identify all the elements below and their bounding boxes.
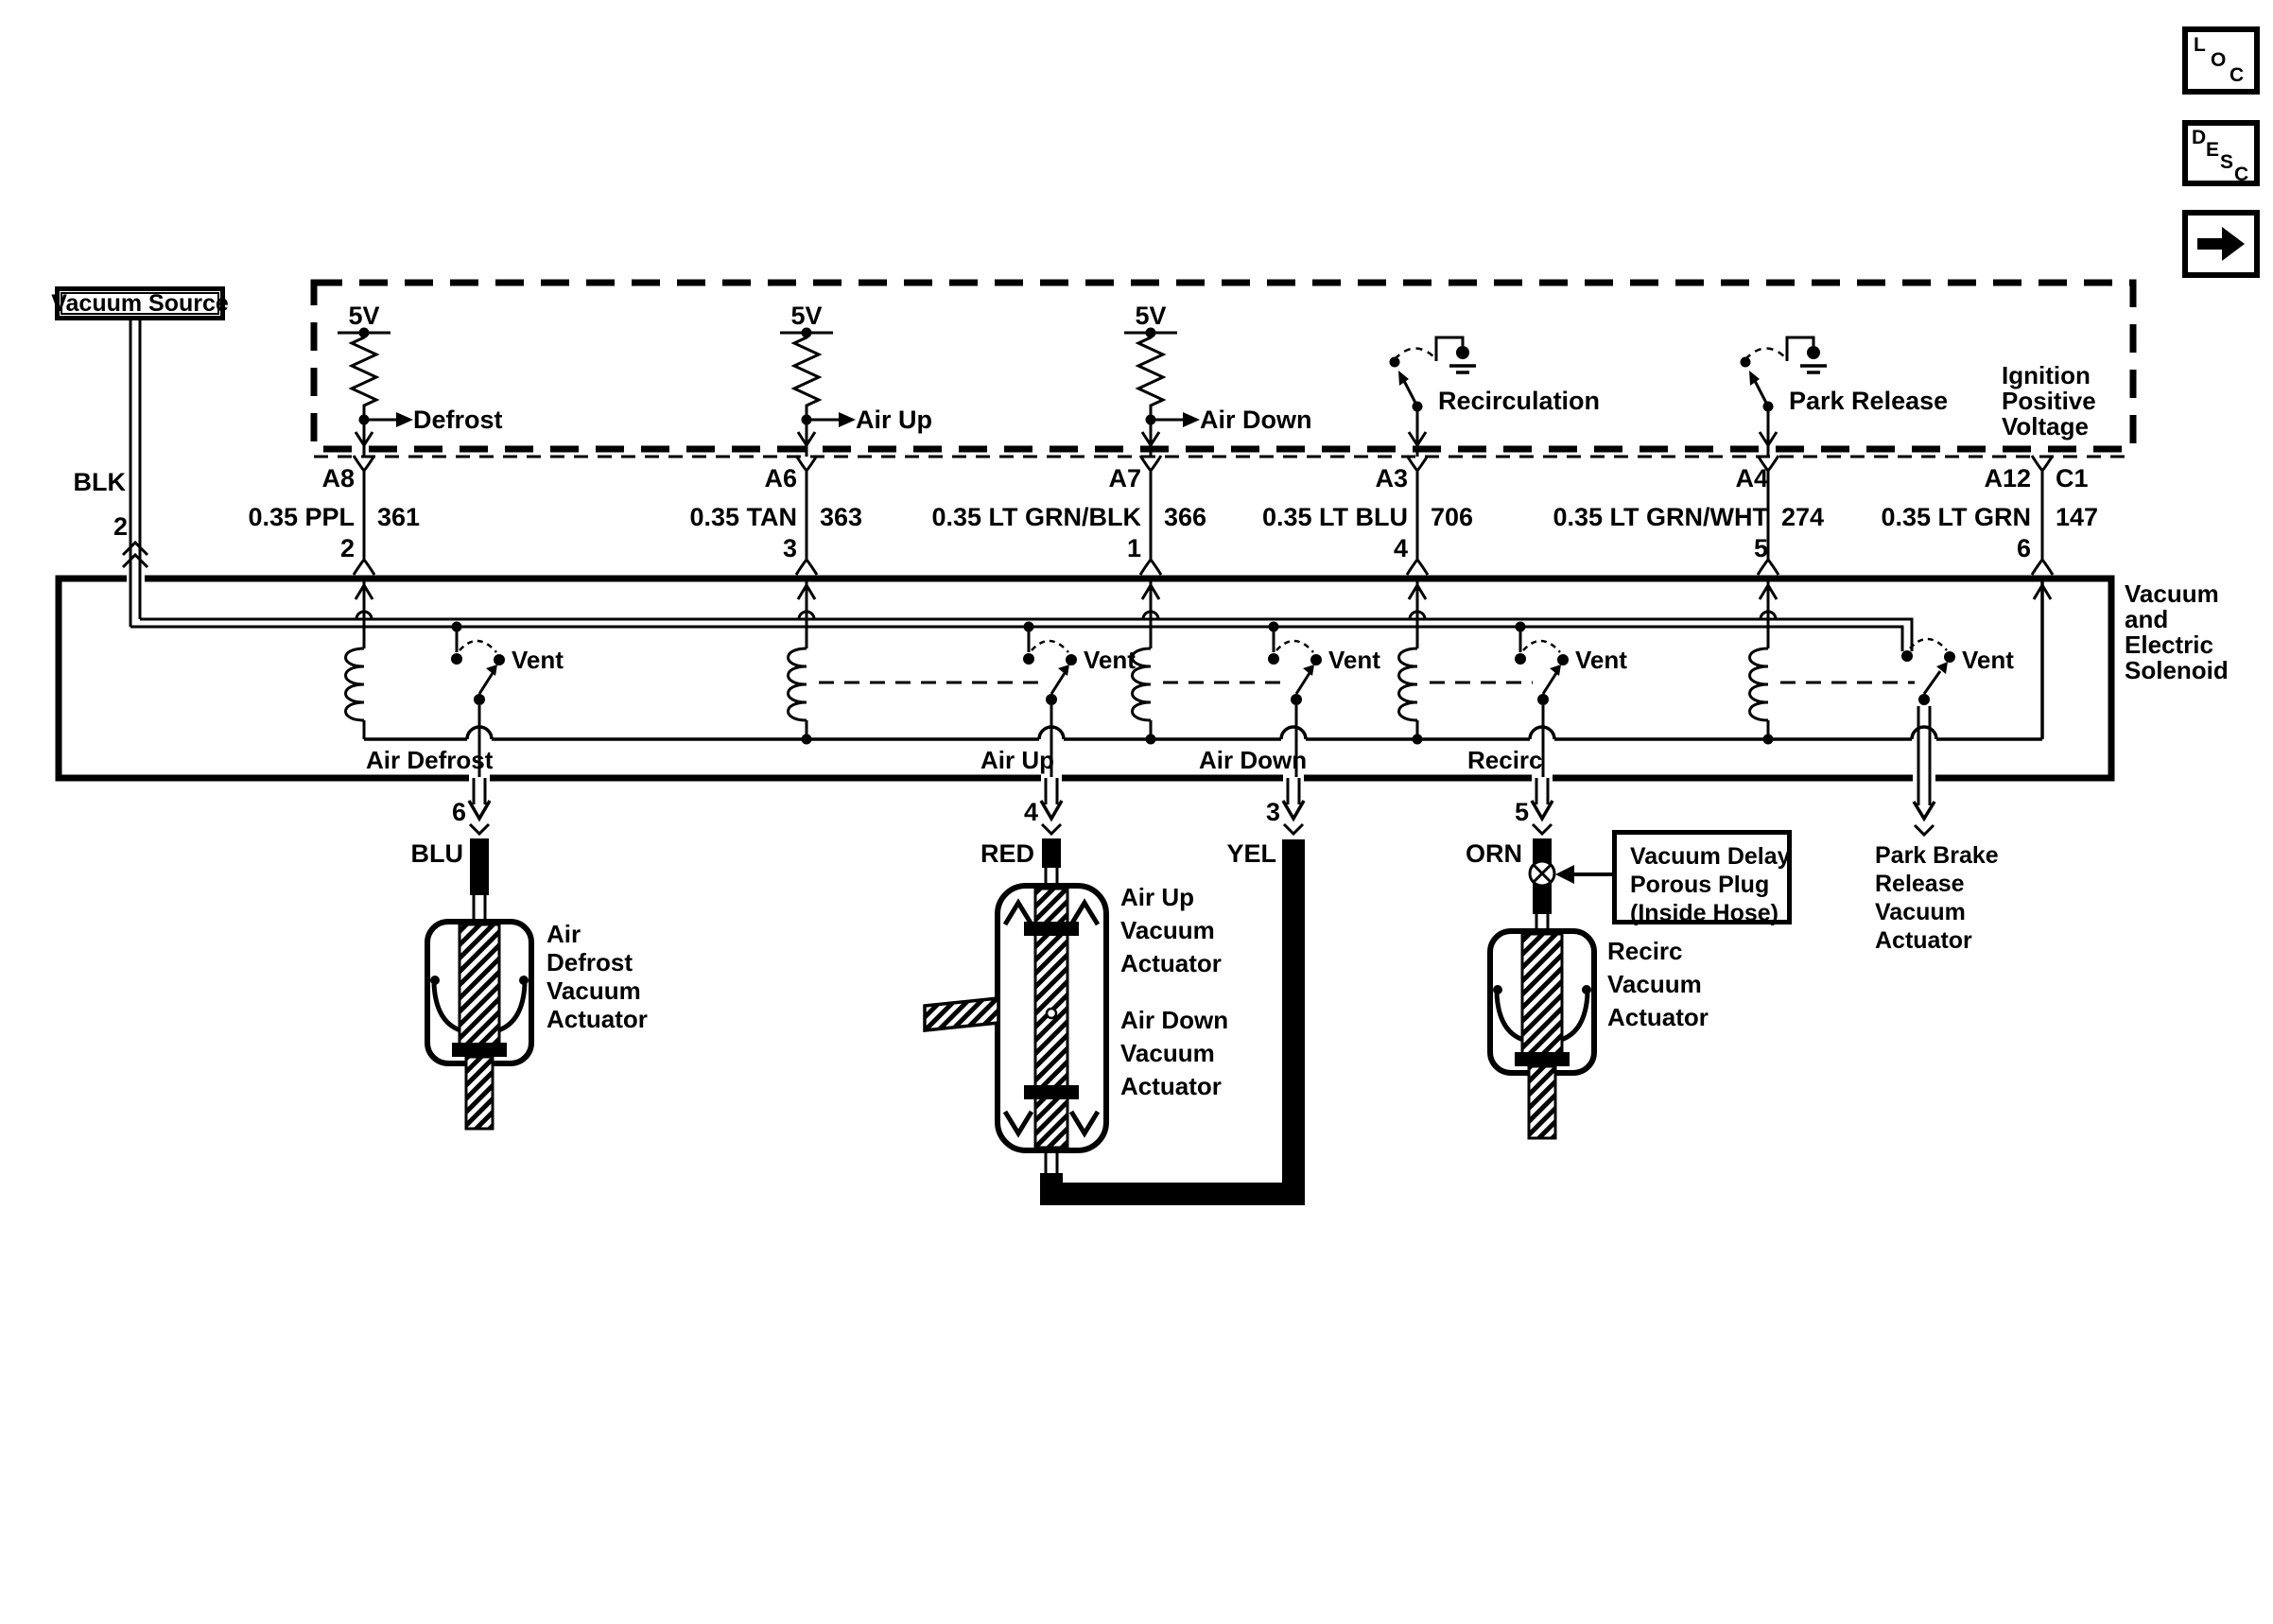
circuit-number: 706 (1431, 503, 1474, 531)
actuator-label: Actuator (1120, 949, 1222, 977)
wire-spec: 0.35 LT BLU (1261, 503, 1408, 531)
desc-letter: E (2206, 139, 2220, 161)
actuator-label: Vacuum (1120, 916, 1215, 944)
solenoid-name: Solenoid (2125, 656, 2229, 684)
vacuum-source-label: Vacuum Source (51, 289, 229, 317)
circuit-number: 274 (1781, 503, 1825, 531)
hose-color: BLU (410, 839, 463, 868)
terminal-label: A4 (1735, 464, 1768, 492)
terminal-label: A8 (321, 464, 355, 492)
loc-letter: L (2194, 34, 2206, 56)
vent-label: Vent (1575, 646, 1627, 674)
delay-note-line: Vacuum Delay (1630, 843, 1791, 870)
terminal-label: A7 (1108, 464, 1141, 492)
air-defrost-actuator (427, 922, 531, 1129)
terminal-label: A3 (1375, 464, 1408, 492)
actuator-label: Vacuum (547, 976, 641, 1005)
wire-spec: 0.35 LT GRN/WHT (1553, 503, 1768, 531)
supply-5v-label: 5V (790, 302, 823, 330)
delay-note-line: (Inside Hose) (1630, 900, 1778, 926)
hose-color: RED (980, 839, 1034, 868)
pin-number: 6 (2016, 534, 2031, 562)
ignition-label: Voltage (2002, 412, 2089, 441)
pin-number: 5 (1753, 534, 1768, 562)
vacuum-source-box (51, 286, 229, 320)
loc-letter: O (2211, 49, 2227, 71)
terminal-label: A6 (764, 464, 797, 492)
circuit-number: 366 (1164, 503, 1207, 531)
ignition-label: Positive (2002, 387, 2096, 415)
wire-spec: 0.35 LT GRN (1881, 503, 2031, 531)
section-label: Air Down (1199, 746, 1308, 774)
actuator-label: Vacuum (1120, 1039, 1215, 1067)
output-pin: 5 (1514, 798, 1529, 826)
supply-5v-label: 5V (348, 302, 380, 330)
hose-color: YEL (1226, 839, 1276, 868)
loc-button[interactable] (2182, 26, 2260, 95)
terminal-label: A12 (1984, 464, 2031, 492)
pin-number: 4 (1393, 534, 1408, 562)
pin-number: 2 (339, 534, 355, 562)
delay-note-line: Porous Plug (1630, 872, 1770, 898)
solenoid-coils (346, 579, 2052, 739)
signal-label: Air Down (1200, 406, 1312, 434)
wire-spec: 0.35 TAN (689, 503, 797, 531)
actuator-label: Actuator (547, 1005, 648, 1033)
section-label: Air Defrost (366, 746, 494, 774)
air-up-down-actuator (925, 886, 1106, 1150)
right-arrow-icon (2188, 216, 2254, 272)
hose-pin-label: 2 (113, 512, 128, 541)
output-pin: 6 (451, 798, 466, 826)
solenoid-name: and (2125, 605, 2169, 633)
next-button[interactable] (2182, 210, 2260, 278)
actuator-label: Air Down (1120, 1006, 1229, 1034)
section-label: Recirc (1467, 746, 1543, 774)
actuator-label: Air (547, 920, 581, 948)
signal-label: Defrost (413, 406, 503, 434)
pin-number: 3 (782, 534, 797, 562)
vent-label: Vent (1328, 646, 1380, 674)
actuator-label: Vacuum (1875, 899, 1966, 925)
actuator-label: Actuator (1875, 927, 1972, 954)
circuit-number: 147 (2056, 503, 2099, 531)
actuator-label: Vacuum (1607, 970, 1702, 998)
section-label: Air Up (980, 746, 1054, 774)
desc-letter: C (2234, 164, 2249, 185)
loc-letter: C (2230, 64, 2245, 86)
actuator-label: Park Brake (1875, 842, 1999, 869)
common-feed-bus (364, 579, 2042, 745)
desc-letter: S (2220, 151, 2234, 173)
wire-spec: 0.35 PPL (248, 503, 355, 531)
vent-label: Vent (1962, 646, 2014, 674)
circuit-number: 363 (820, 503, 863, 531)
vacuum-delay-note-box (1612, 830, 1792, 924)
signal-label: Recirculation (1438, 387, 1601, 415)
supply-5v-label: 5V (1135, 302, 1167, 330)
pin-number: 1 (1126, 534, 1141, 562)
vent-label: Vent (512, 646, 564, 674)
connector-label: C1 (2056, 464, 2089, 492)
actuator-label: Recirc (1607, 937, 1683, 965)
signal-label: Park Release (1789, 387, 1949, 415)
output-pin: 3 (1265, 798, 1280, 826)
hose-color: ORN (1466, 839, 1522, 868)
actuator-label: Actuator (1120, 1072, 1222, 1100)
solenoid-name: Vacuum (2125, 579, 2219, 608)
actuator-label: Air Up (1120, 883, 1194, 911)
wire-spec: 0.35 LT GRN/BLK (931, 503, 1141, 531)
signal-label: Air Up (856, 406, 932, 434)
output-pin: 4 (1023, 798, 1038, 826)
actuator-label: Defrost (547, 948, 633, 976)
circuit-number: 361 (377, 503, 421, 531)
hose-color-label: BLK (73, 468, 126, 496)
desc-button[interactable] (2182, 120, 2260, 186)
recirc-actuator (1490, 931, 1594, 1138)
vacuum-manifold (130, 612, 1912, 651)
solenoid-name: Electric (2125, 631, 2213, 659)
desc-letter: D (2192, 127, 2207, 148)
vent-switches (451, 622, 1955, 836)
actuator-label: Actuator (1607, 1003, 1709, 1031)
vent-label: Vent (1084, 646, 1136, 674)
actuator-label: Release (1875, 871, 1965, 897)
resistor-circuits (338, 328, 1200, 458)
ignition-label: Ignition (2002, 361, 2091, 389)
